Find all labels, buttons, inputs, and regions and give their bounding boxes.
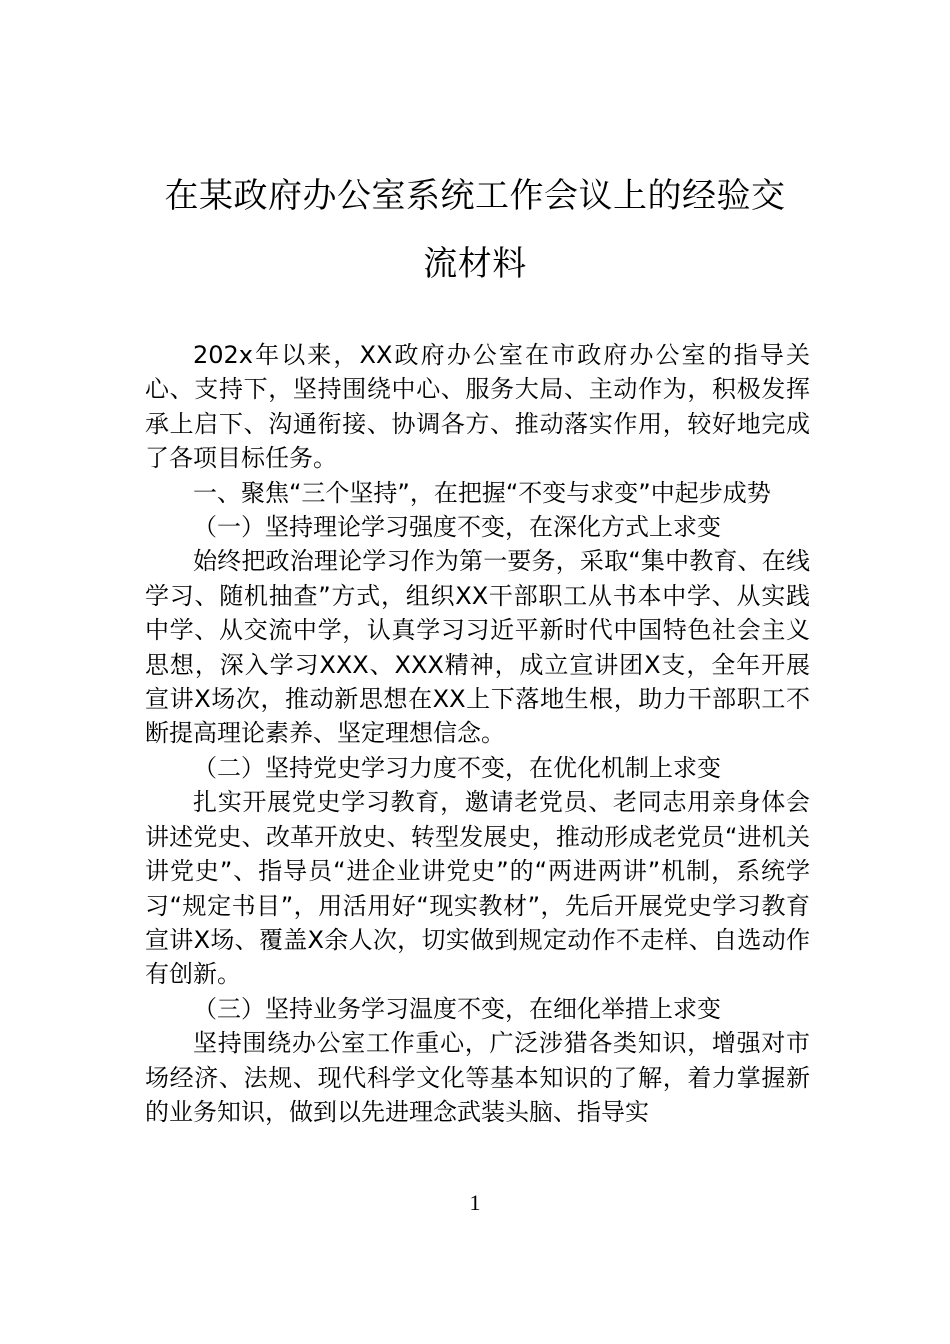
subsection-heading-1: （一）坚持理论学习强度不变，在深化方式上求变 <box>193 513 721 542</box>
subsection-heading-3: （三）坚持业务学习温度不变，在细化举措上求变 <box>193 994 721 1023</box>
section-heading-1: 一、聚焦“三个坚持”，在把握“不变与求变”中起步成势 <box>193 478 771 507</box>
body-paragraph-2: 扎实开展党史学习教育，邀请老党员、老同志用亲身体会讲述党史、改革开放史、转型发展史，推动形成老党员“进机关讲党史”、指导员“进企业讲党史”的“两进两讲”机制，系统学习“规定书目”，用活用好“现实教材”，先后开展党史学习教育宣讲X场、覆盖X余人次，切实做到规定动作不走样、自选动作有创新。 <box>145 788 810 989</box>
body-paragraph-3: 坚持围绕办公室工作重心，广泛涉猎各类知识，增强对市场经济、法规、现代科学文化等基本知识的了解，着力掌握新的业务知识，做到以先进理念武装头脑、指导实 <box>145 1029 810 1126</box>
intro-paragraph: 202x年以来，XX政府办公室在市政府办公室的指导关心、支持下，坚持围绕中心、服务大局、主动作为，积极发挥承上启下、沟通衔接、协调各方、推动落实作用，较好地完成了各项目标任务。 <box>145 341 810 473</box>
page-number: 1 <box>469 1190 481 1215</box>
document-title-line-1: 在某政府办公室系统工作会议上的经验交 <box>164 176 786 216</box>
body-paragraph-1: 始终把政治理论学习作为第一要务，采取“集中教育、在线学习、随机抽查”方式，组织XX干部职工从书本中学、从实践中学、从交流中学，认真学习习近平新时代中国特色社会主义思想，深入学习XXX、XXX精神，成立宣讲团X支，全年开展宣讲X场次，推动新思想在XX上下落地生根，助力干部职工不断提高理论素养、坚定理想信念。 <box>145 547 810 748</box>
document-body <box>145 338 810 1129</box>
document-title-line-2: 流材料 <box>423 244 527 284</box>
subsection-heading-2: （二）坚持党史学习力度不变，在优化机制上求变 <box>193 753 721 782</box>
